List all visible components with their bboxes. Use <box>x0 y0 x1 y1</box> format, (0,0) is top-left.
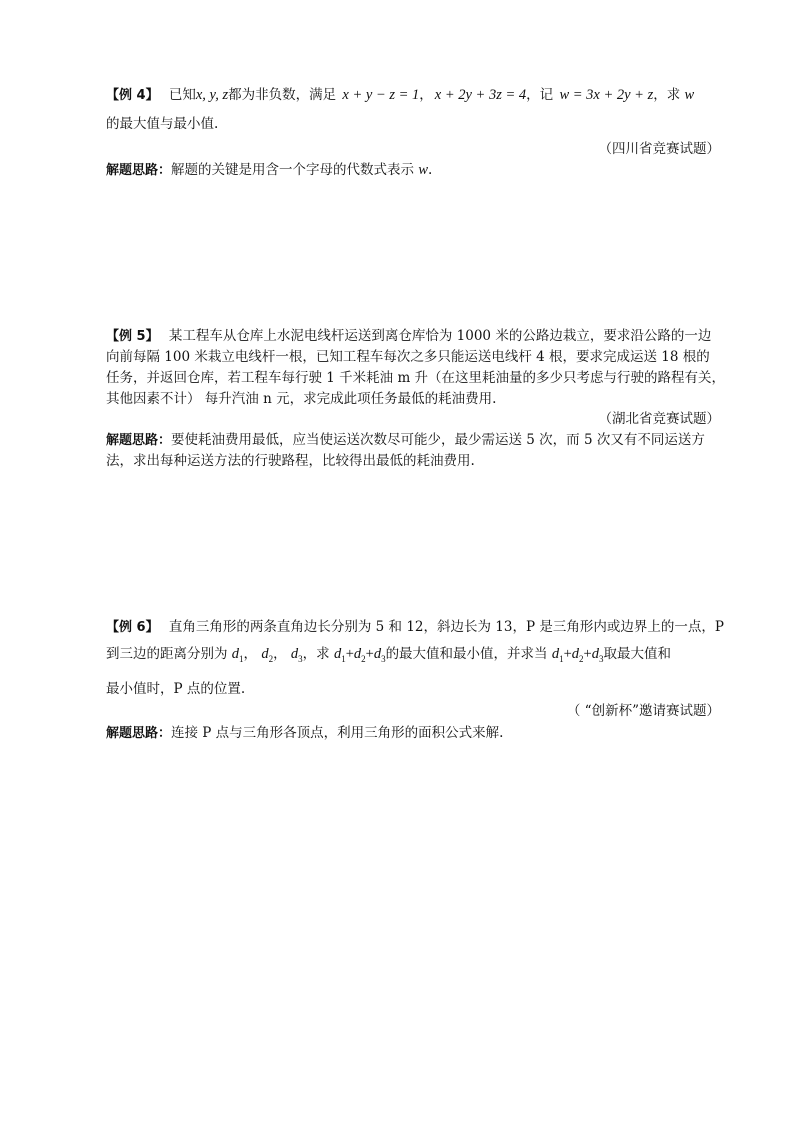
example-6 <box>106 618 724 743</box>
example-5-text-1: 某工程车从仓库上水泥电线杆运送到离仓库恰为 1000 米的公路边栽立，要求沿公路的一边 <box>168 328 712 344</box>
example-5-hint-label: 解题思路： <box>106 433 172 448</box>
example-6-text-2d: 取最大值和 <box>603 646 671 662</box>
example-6-text-2a: 到三边的距离分别为 <box>106 646 228 662</box>
example-6-hint <box>106 724 503 743</box>
example-5-tag: 【例 5】 <box>106 329 159 344</box>
example-4-equation-3: w = 3x + 2y + z <box>559 87 654 103</box>
example-6-text-2b: ，求 <box>302 646 330 662</box>
example-6-text-1: 直角三角形的两条直角边长分别为 5 和 12，斜边长为 13，P 是三角形内或边界上的一点，P <box>168 619 724 635</box>
example-5-hint-text-1: 要使耗油费用最低，应当使运送次数尽可能少，最少需运送 5 次，而 5 次又有不同运送方 <box>171 432 705 448</box>
example-4-tag: 【例 4】 <box>106 88 159 103</box>
example-4-hint <box>106 161 432 180</box>
example-6-text-2c: 的最大值和最小值，并求当 <box>385 646 548 662</box>
comma: ， <box>243 646 258 662</box>
example-4-vars: x, y, z <box>195 87 229 103</box>
example-6-line-2 <box>106 645 671 668</box>
example-4 <box>106 86 720 186</box>
example-5-line-3: 任务，并返回仓库，若工程车每行驶 1 千米耗油 m 升（在这里耗油量的多少只考虑与行驶的路程有关， <box>106 370 726 386</box>
example-5-source: （湖北省竞赛试题） <box>598 411 720 427</box>
example-6-hint-label: 解题思路： <box>106 726 172 741</box>
example-5-line-1 <box>106 327 711 346</box>
sum-expression-2: $d_1+d_2+d_3$ <box>551 646 604 664</box>
example-4-text-b: 都为非负数，满足 <box>228 87 337 103</box>
example-4-source: （四川省竞赛试题） <box>598 141 720 157</box>
example-4-var-w: w <box>684 87 695 103</box>
example-6-tag: 【例 6】 <box>106 620 159 635</box>
d1-symbol: $d_1$ <box>231 646 244 664</box>
example-4-text-c: ，记 <box>526 87 554 103</box>
example-4-equation-2: x + 2y + 3z = 4 <box>434 87 527 103</box>
example-4-hint-var: w <box>418 162 428 178</box>
example-4-text-d: ，求 <box>653 87 681 103</box>
example-5-hint-2: 法，求出每种运送方法的行驶路程，比较得出最低的耗油费用. <box>106 453 475 469</box>
example-5-line-2: 向前每隔 100 米栽立电线杆一根，已知工程车每次之多只能运送电线杆 4 根，要求完成运送 18 根的 <box>106 349 710 365</box>
example-6-line-3: 最小值时，P 点的位置. <box>106 681 246 697</box>
example-6-hint-text: 连接 P 点与三角形各顶点，利用三角形的面积公式来解. <box>171 725 504 741</box>
example-4-sep: ， <box>419 87 433 103</box>
example-5-line-4: 其他因素不计） 每升汽油 n 元，求完成此项任务最低的耗油费用. <box>106 391 497 407</box>
example-6-line-1 <box>106 618 724 637</box>
example-4-hint-end: . <box>427 162 433 178</box>
example-4-equation-1: x + y − z = 1 <box>342 87 420 103</box>
example-4-line-1 <box>106 86 694 105</box>
example-4-hint-text: 解题的关键是用含一个字母的代数式表示 <box>171 162 415 178</box>
d3-symbol: $d_3$ <box>290 646 303 664</box>
example-4-text-a: 已知 <box>168 87 196 103</box>
sum-expression-1: $d_1+d_2+d_3$ <box>333 646 386 664</box>
example-6-source: （ “创新杯”邀请赛试题） <box>566 703 720 719</box>
example-5 <box>106 327 726 477</box>
example-5-hint-1 <box>106 431 705 450</box>
example-4-line-2: 的最大值与最小值. <box>106 116 219 132</box>
d2-symbol: $d_2$ <box>261 646 274 664</box>
comma: ， <box>273 646 287 662</box>
example-4-hint-label: 解题思路： <box>106 163 172 178</box>
